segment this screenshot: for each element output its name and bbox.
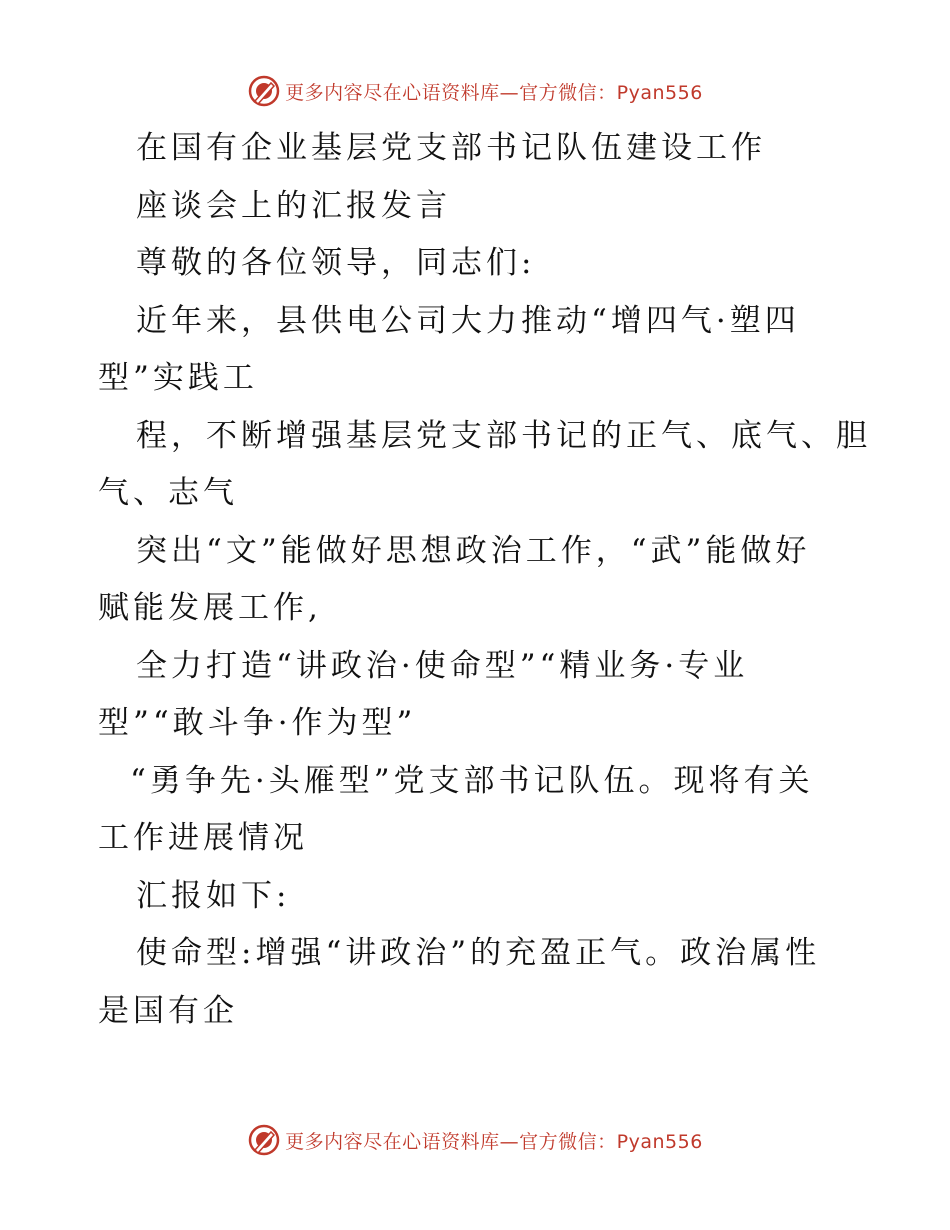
doc-line: 突出“文”能做好思想政治工作，“武”能做好 (136, 532, 811, 569)
doc-line: “勇争先·头雁型”党支部书记队伍。现将有关 (130, 762, 814, 799)
document-body (98, 120, 871, 1040)
header-banner-text: 更多内容尽在心语资料库—官方微信：Pyan556 (285, 81, 703, 104)
doc-line: 是国有企 (98, 992, 238, 1029)
pen-logo-icon (247, 74, 281, 108)
footer-banner-text: 更多内容尽在心语资料库—官方微信：Pyan556 (285, 1130, 703, 1153)
doc-line: 汇报如下: (136, 877, 291, 914)
doc-line: 型”实践工 (98, 360, 258, 396)
doc-line: 型”“敢斗争·作为型” (98, 705, 417, 741)
doc-line: 近年来，县供电公司大力推动“增四气·塑四 (136, 302, 800, 339)
doc-line: 气、志气 (98, 475, 238, 511)
doc-line: 全力打造“讲政治·使命型”“精业务·专业 (136, 647, 749, 684)
doc-line: 尊敬的各位领导，同志们: (136, 245, 536, 281)
header-banner (0, 71, 950, 111)
doc-line: 赋能发展工作, (98, 590, 322, 626)
doc-line: 座谈会上的汇报发言 (136, 187, 451, 224)
doc-line: 程，不断增强基层党支部书记的正气、底气、胆 (136, 417, 871, 454)
doc-line: 在国有企业基层党支部书记队伍建设工作 (136, 130, 766, 166)
doc-line: 使命型:增强“讲政治”的充盈正气。政治属性 (136, 935, 821, 971)
footer-banner (0, 1120, 950, 1160)
pen-logo-icon (247, 1123, 281, 1157)
doc-line: 工作进展情况 (98, 820, 308, 856)
